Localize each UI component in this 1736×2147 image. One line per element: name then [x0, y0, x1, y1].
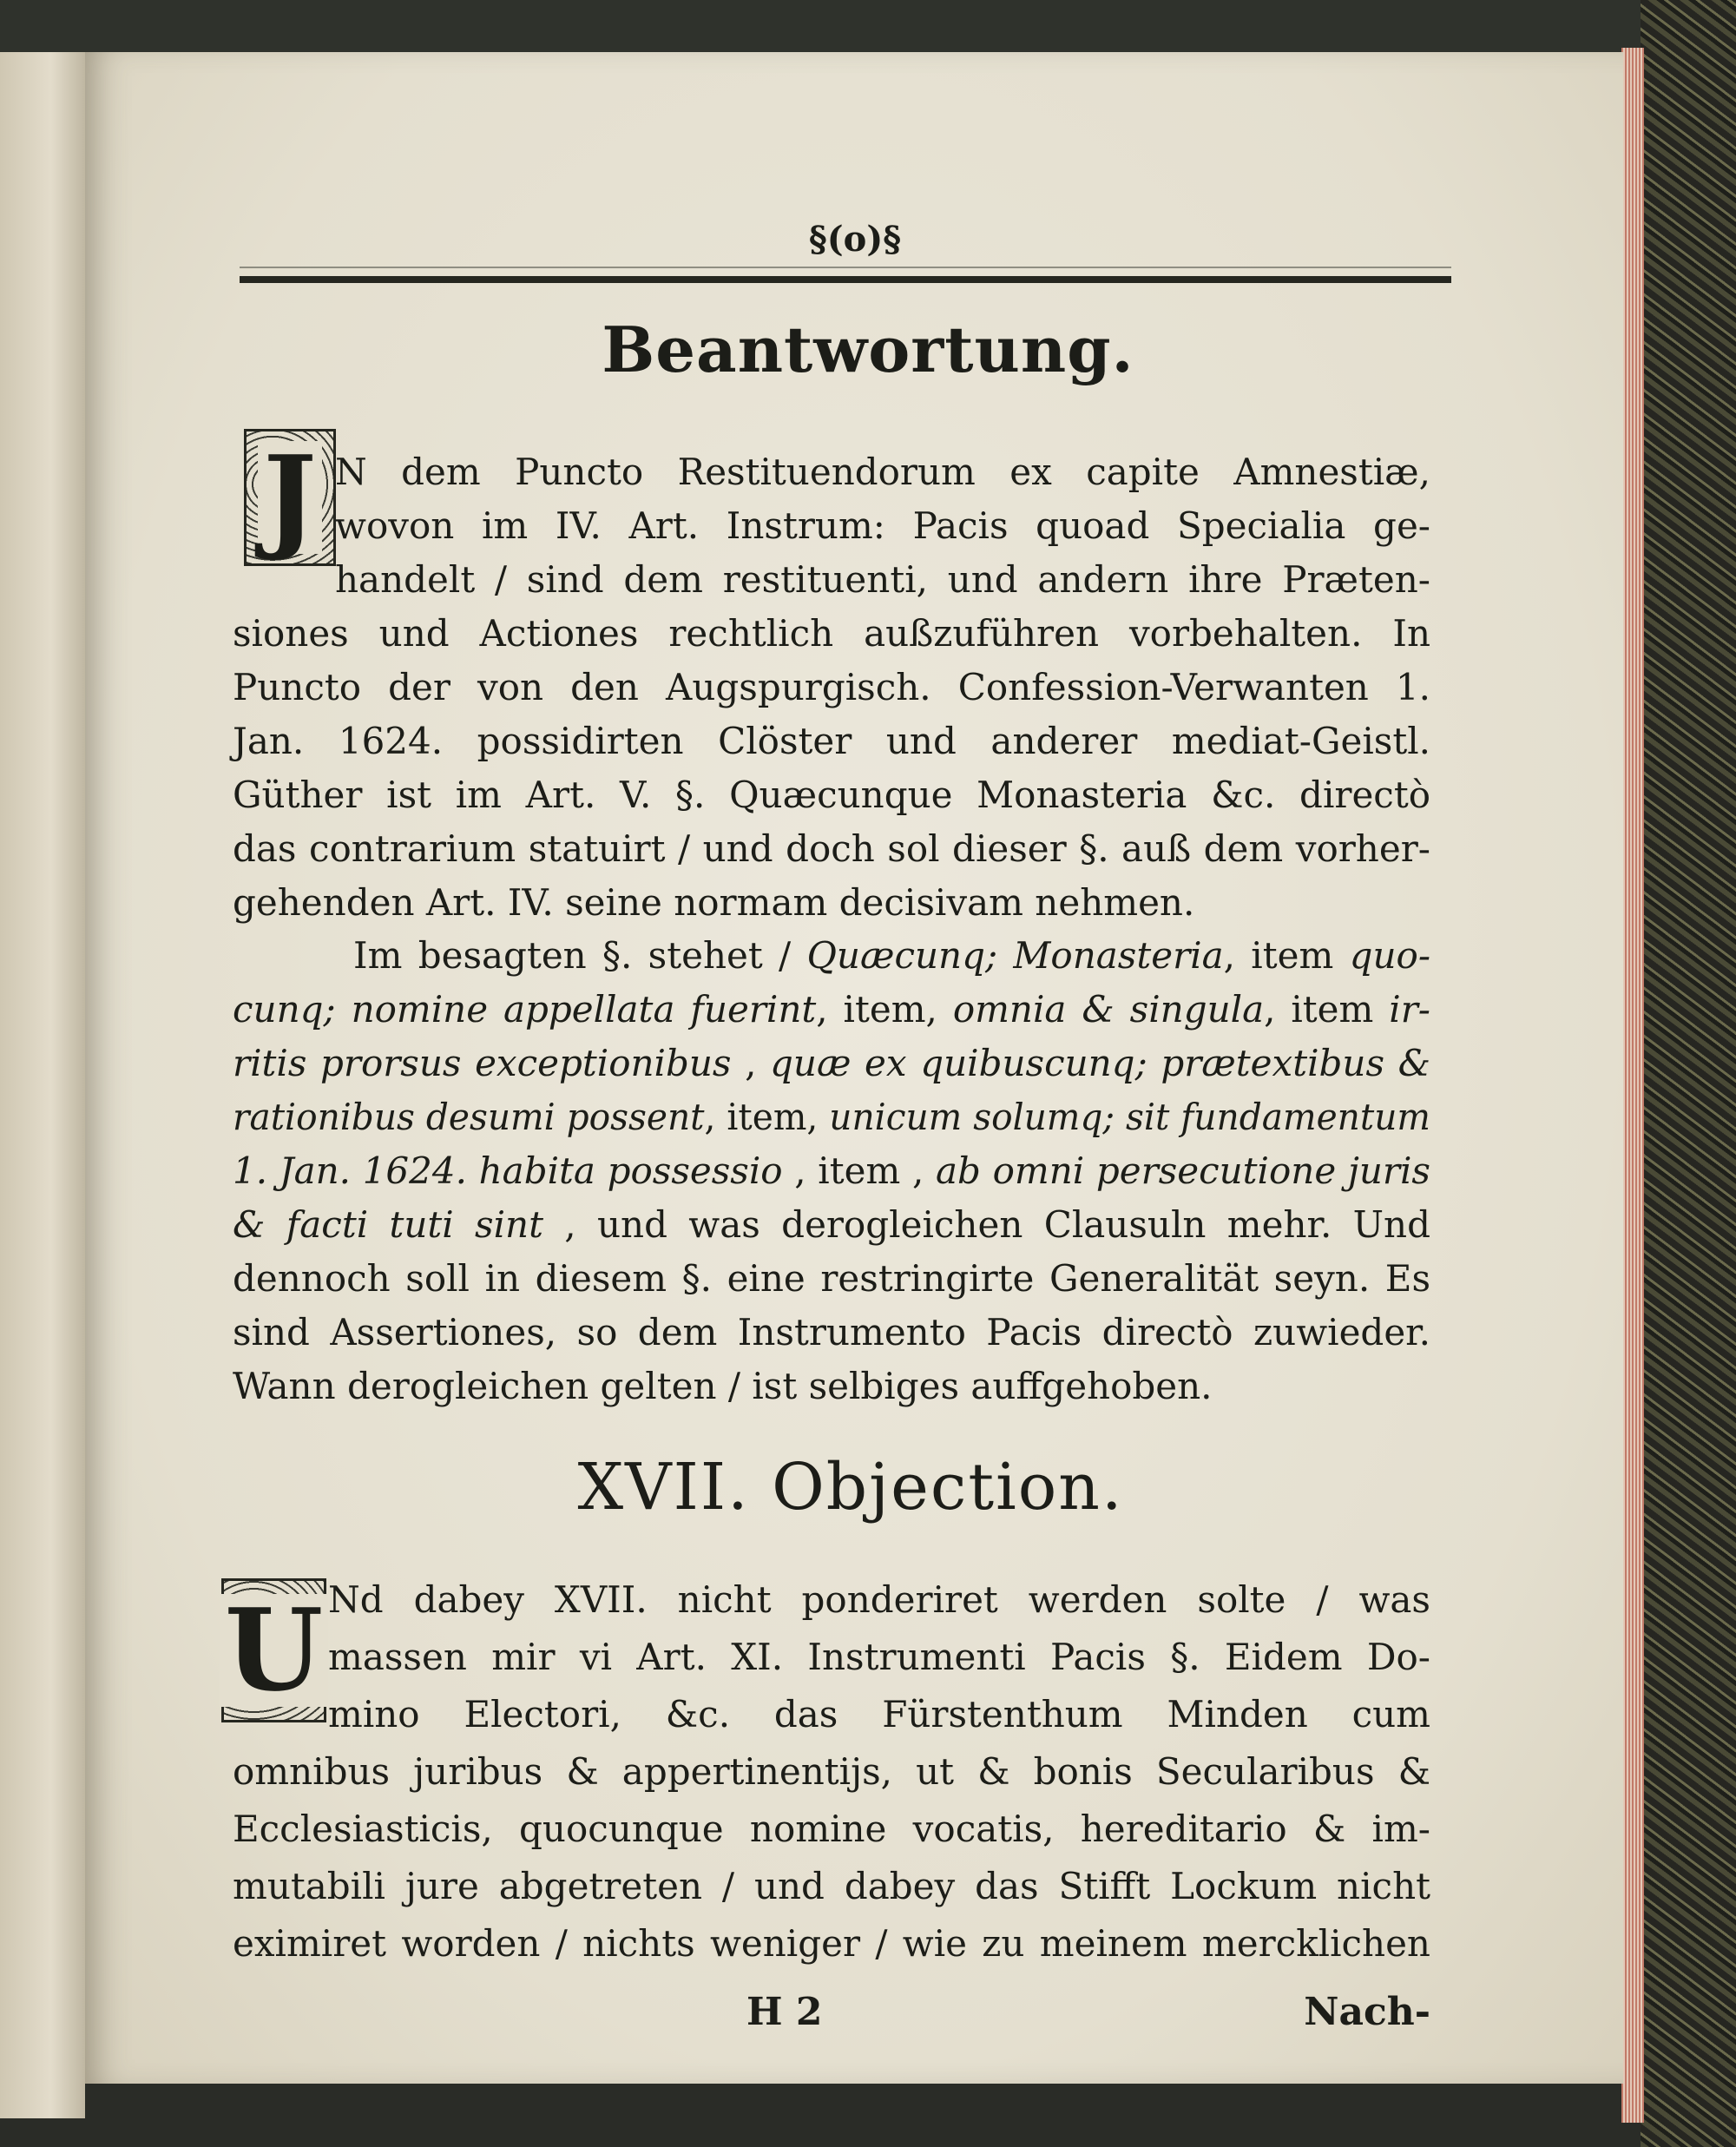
italic-text: unicum solumq; sit fundamentum — [829, 1096, 1430, 1138]
text-line — [335, 553, 1430, 607]
text-segment: , und was derogleichen Clausuln mehr. Und — [542, 1203, 1430, 1246]
italic-text: rationibus desumi possent — [233, 1096, 705, 1138]
text-line — [233, 983, 1430, 1037]
drop-cap-initial — [244, 429, 336, 566]
text-segment: Wann derogleichen gelten / ist selbiges auffgehoben. — [233, 1365, 1213, 1407]
text-line — [233, 1090, 1430, 1144]
text-segment: eximiret worden / nichts weniger / wie zu meinem mercklichen — [233, 1922, 1430, 1965]
text-line — [233, 876, 1430, 930]
text-segment: , item, — [816, 988, 953, 1031]
drop-cap-letter: J — [258, 441, 322, 554]
italic-text: 1. Jan. 1624. habita possessio — [233, 1149, 783, 1192]
italic-text: quæ ex quibuscunq; prætextibus & — [770, 1042, 1430, 1084]
text-segment: das contrarium statuirt / und doch sol dieser §. auß dem vorher- — [233, 827, 1430, 870]
text-segment: , item , — [782, 1149, 936, 1192]
text-segment: massen mir vi Art. XI. Instrumenti Pacis §. Eidem Do- — [328, 1636, 1430, 1678]
text-line — [233, 1252, 1430, 1306]
italic-text: omnia & singula — [952, 988, 1265, 1031]
text-segment: N dem Puncto Restituendorum ex capite Amnestiæ, — [335, 451, 1430, 493]
text-segment: dennoch soll in diesem §. eine restringirte Generalität seyn. Es — [233, 1257, 1430, 1300]
text-line — [233, 1360, 1430, 1413]
italic-text: & facti tuti sint — [233, 1203, 543, 1246]
text-line — [328, 1630, 1430, 1684]
text-segment: handelt / sind dem restituenti, und andern ihre Præten- — [335, 558, 1430, 601]
italic-text: quo- — [1349, 934, 1431, 977]
text-line — [335, 499, 1430, 553]
text-line — [328, 1688, 1430, 1742]
text-segment: , item, — [704, 1096, 830, 1138]
text-segment: Ecclesiasticis, quocunque nomine vocatis, hereditario & im- — [233, 1808, 1430, 1850]
text-segment: Im besagten §. stehet / — [353, 934, 807, 977]
italic-text: ir- — [1389, 988, 1430, 1031]
text-line — [233, 1306, 1430, 1360]
text-segment: , — [731, 1042, 771, 1084]
text-line — [233, 1144, 1430, 1198]
drop-cap-letter: U — [220, 1594, 328, 1707]
text-segment: Nd dabey XVII. nicht ponderiret werden solte / was — [328, 1578, 1430, 1621]
catchword: Nach- — [1304, 1990, 1430, 2034]
text-segment: mino Electori, &c. das Fürstenthum Minden cum — [328, 1693, 1430, 1735]
text-segment: gehenden Art. IV. seine normam decisivam nehmen. — [233, 881, 1195, 924]
text-segment: Jan. 1624. possidirten Clöster und anderer mediat-Geistl. — [233, 720, 1430, 762]
text-segment: , item — [1223, 934, 1350, 977]
text-line — [233, 1802, 1430, 1856]
text-line — [353, 929, 1430, 983]
header-rule-thin — [240, 267, 1451, 268]
text-line — [233, 1745, 1430, 1799]
italic-text: ritis prorsus exceptionibus — [233, 1042, 732, 1084]
text-segment: omnibus juribus & appertinentijs, ut & bonis Secularibus & — [233, 1750, 1430, 1793]
text-segment: wovon im IV. Art. Instrum: Pacis quoad Specialia ge- — [335, 504, 1430, 547]
text-segment: sind Assertiones, so dem Instrumento Pacis directò zuwieder. — [233, 1311, 1430, 1353]
text-segment: siones und Actiones rechtlich außzuführen vorbehalten. In — [233, 612, 1430, 655]
text-line — [233, 1198, 1430, 1252]
text-line — [233, 715, 1430, 768]
signature-mark: H 2 — [746, 1990, 823, 2034]
text-line — [233, 1037, 1430, 1090]
section-heading: XVII. Objection. — [577, 1450, 1124, 1525]
text-line — [233, 661, 1430, 715]
italic-text: cunq; nomine appellata fuerint — [233, 988, 817, 1031]
text-segment: mutabili jure abgetreten / und dabey das Stifft Lockum nicht — [233, 1865, 1430, 1907]
text-line — [233, 822, 1430, 876]
page-title: Beantwortung. — [602, 313, 1134, 386]
text-line — [233, 1917, 1430, 1971]
header-ornament: §(o)§ — [808, 219, 902, 260]
text-line — [335, 445, 1430, 499]
text-segment: , item — [1264, 988, 1390, 1031]
drop-cap-initial — [221, 1578, 326, 1722]
text-line — [233, 768, 1430, 822]
italic-text: Quæcunq; Monasteria — [806, 934, 1224, 977]
text-segment: Puncto der von den Augspurgisch. Confession-Verwanten 1. — [233, 666, 1430, 708]
text-line — [233, 607, 1430, 661]
text-line — [233, 1860, 1430, 1913]
text-line — [328, 1573, 1430, 1627]
book-cover-top — [0, 0, 1736, 52]
italic-text: ab omni persecutione juris — [936, 1149, 1430, 1192]
text-segment: Güther ist im Art. V. §. Quæcunque Monasteria &c. directò — [233, 774, 1430, 816]
header-rule — [240, 276, 1451, 283]
